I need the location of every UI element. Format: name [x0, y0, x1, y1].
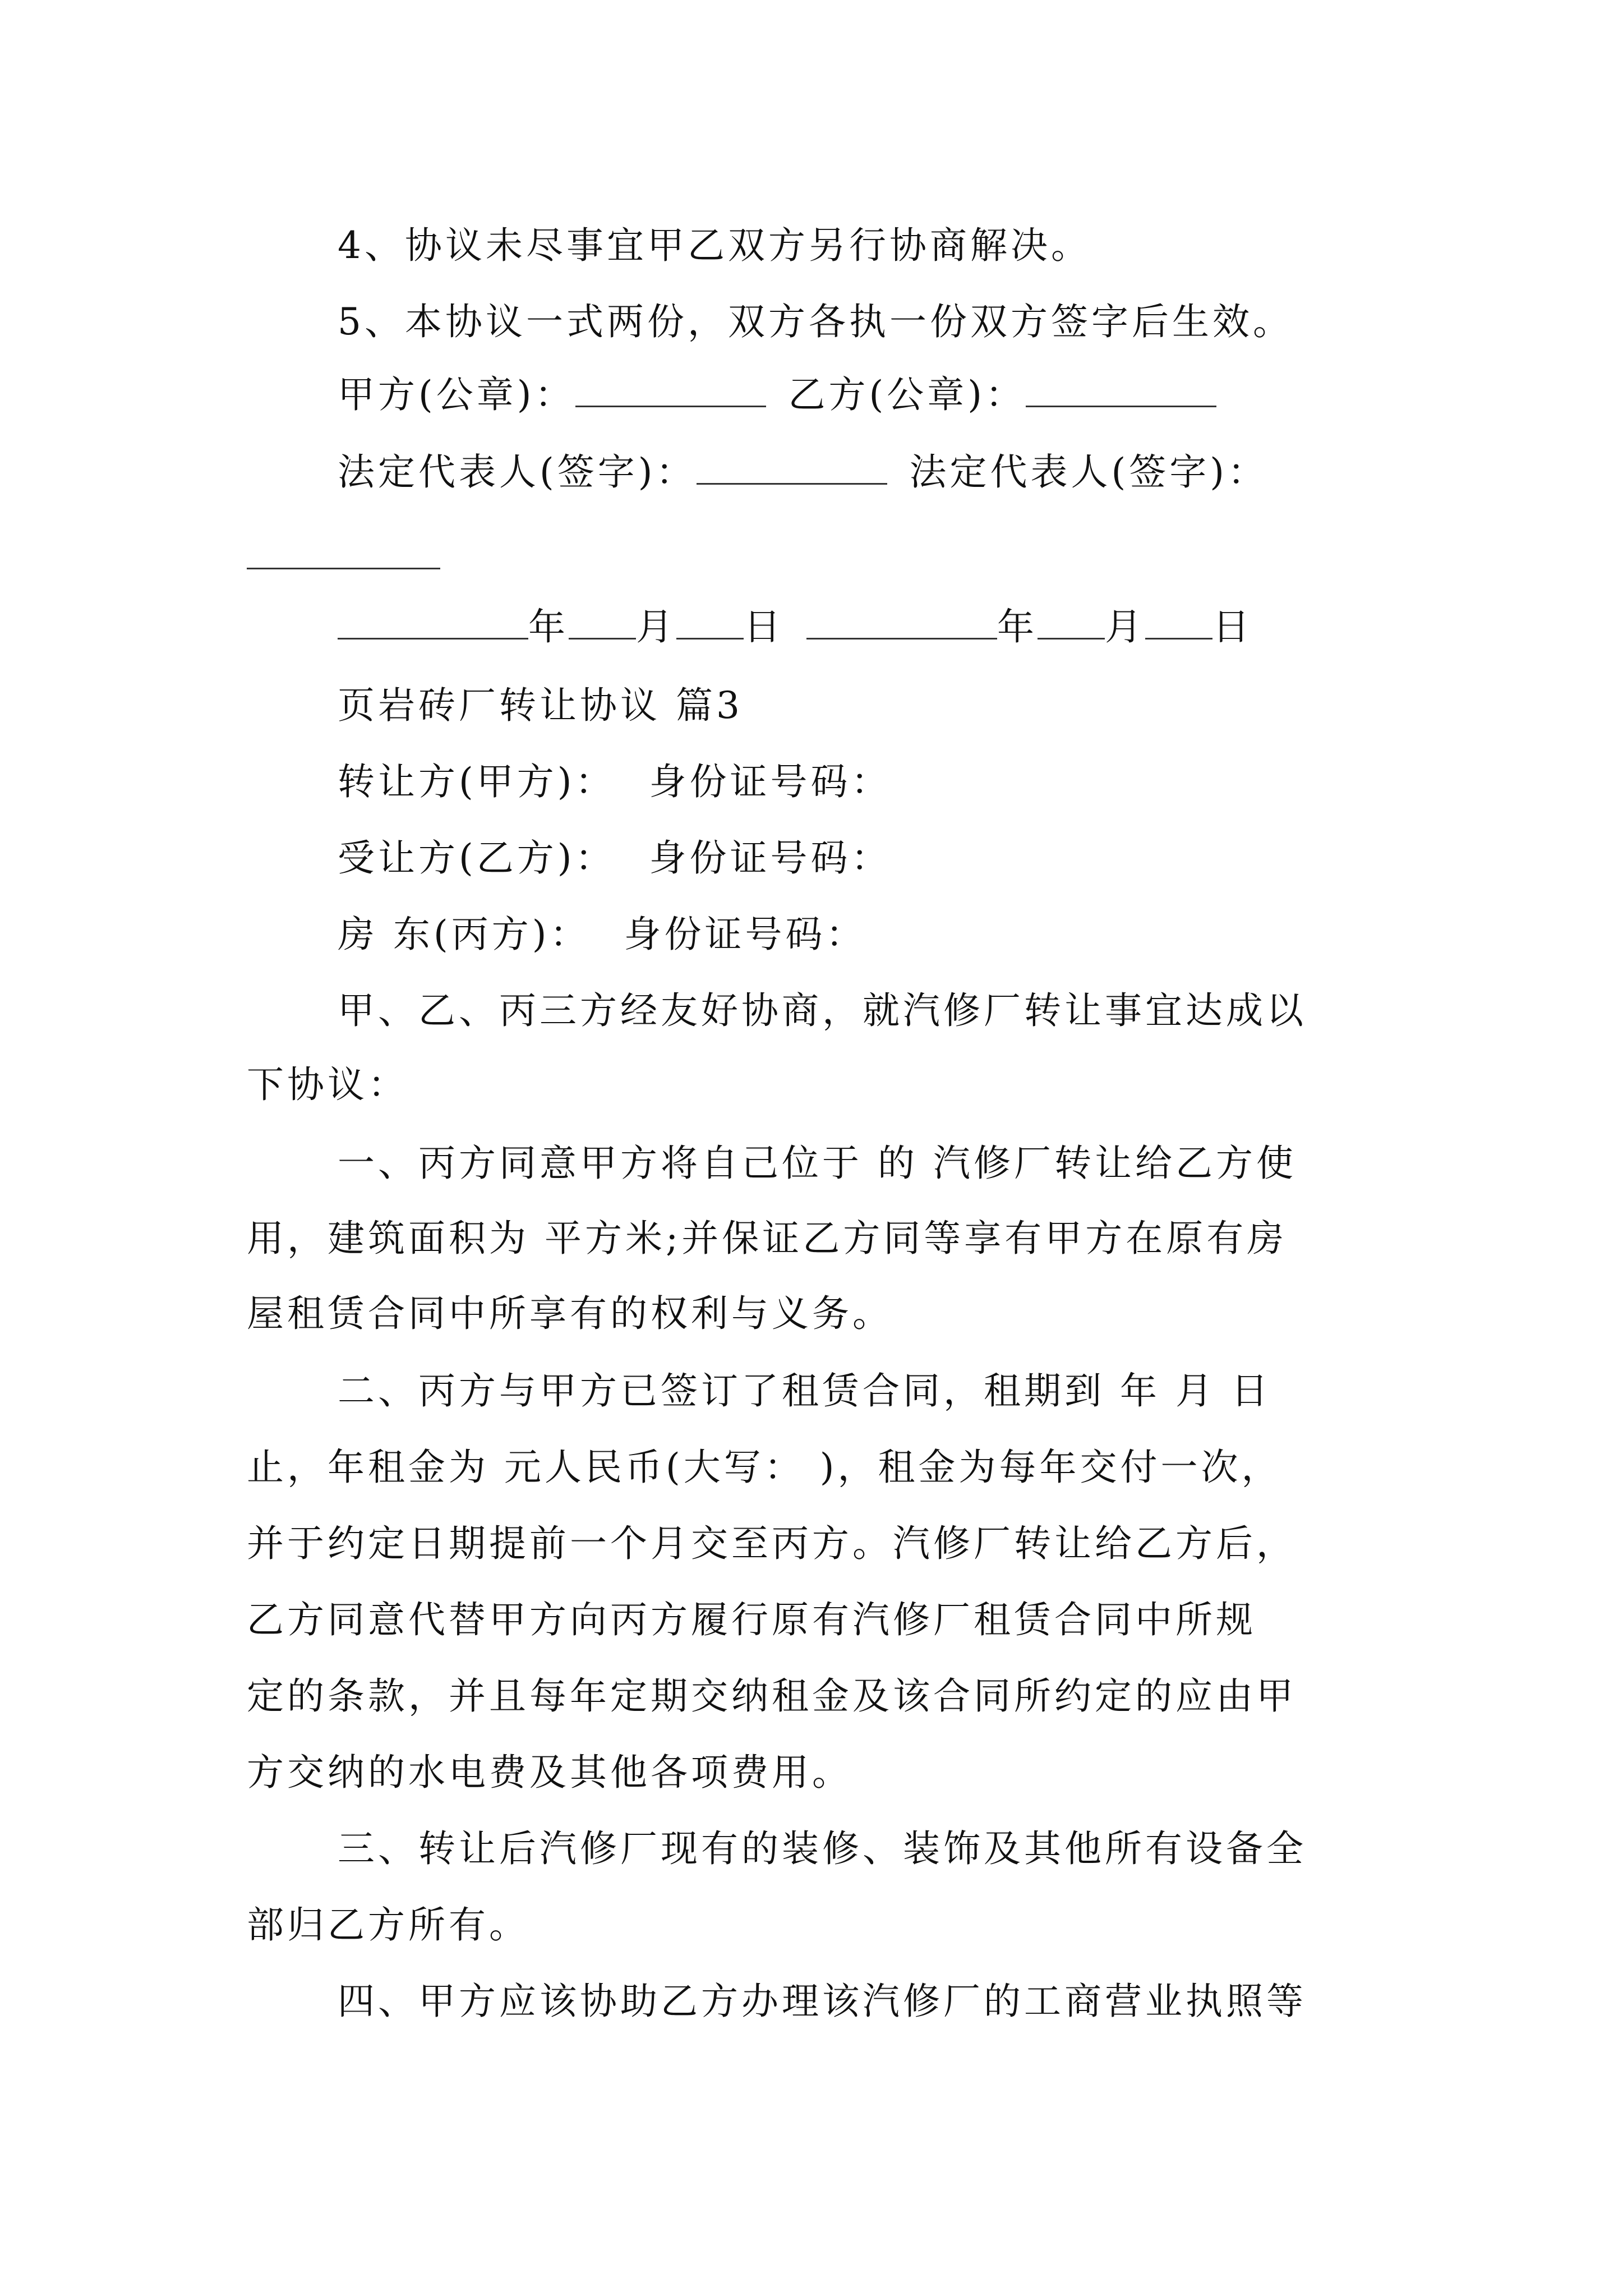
rep-a-label: 法定代表人(签字)：	[338, 450, 697, 494]
party-row-transferee	[338, 836, 892, 881]
para-1-line-1: 一、丙方同意甲方将自己位于 的 汽修厂转让给乙方使	[338, 1142, 1297, 1185]
party-id-label: 身份证号码：	[624, 913, 866, 956]
para-1-line-2: 用，建筑面积为 平方米;并保证乙方同等享有甲方在原有房	[247, 1217, 1288, 1260]
date-b-month: 月	[1105, 605, 1145, 648]
date-a-month-blank	[569, 634, 636, 639]
date-b-year: 年	[997, 605, 1038, 648]
para-2-line-1: 二、丙方与甲方已签订了租赁合同，租期到 年 月 日	[338, 1369, 1271, 1412]
para-2-line-4: 乙方同意代替甲方向丙方履行原有汽修厂租赁合同中所规	[247, 1598, 1256, 1641]
para-2-line-5: 定的条款，并且每年定期交纳租金及该合同所约定的应由甲	[247, 1674, 1297, 1718]
party-a-seal-blank	[575, 402, 766, 407]
intro-line-1: 甲、乙、丙三方经友好协商，就汽修厂转让事宜达成以	[338, 989, 1307, 1032]
para-2-line-2: 止，年租金为 元人民币(大写： )，租金为每年交付一次，	[247, 1446, 1282, 1489]
date-b-year-blank	[806, 634, 997, 639]
date-b-day-blank	[1145, 634, 1212, 639]
party-b-seal-blank	[1026, 402, 1216, 407]
party-row-landlord	[338, 912, 866, 957]
para-2-line-3: 并于约定日期提前一个月交至丙方。汽修厂转让给乙方后，	[247, 1522, 1297, 1565]
date-a-year: 年	[528, 605, 569, 648]
party-role: 受让方(乙方)：	[338, 836, 616, 880]
date-a-day: 日	[744, 605, 784, 648]
rep-a-blank	[697, 480, 887, 485]
para-2-line-6: 方交纳的水电费及其他各项费用。	[247, 1751, 852, 1794]
clause-5: 5、本协议一式两份，双方各执一份双方签字后生效。	[338, 300, 1293, 343]
para-3-line-2: 部归乙方所有。	[247, 1903, 529, 1947]
intro-line-2: 下协议：	[247, 1063, 408, 1106]
clause-4: 4、协议未尽事宜甲乙双方另行协商解决。	[338, 224, 1091, 267]
para-4-line-1: 四、甲方应该协助乙方办理该汽修厂的工商营业执照等	[338, 1980, 1307, 2023]
party-b-seal-label: 乙方(公章)：	[788, 373, 1026, 416]
seal-line	[338, 372, 1216, 417]
para-3-line-1: 三、转让后汽修厂现有的装修、装饰及其他所有设备全	[338, 1827, 1307, 1870]
section-title: 页岩砖厂转让协议 篇3	[338, 684, 743, 727]
date-b-day: 日	[1212, 605, 1253, 648]
date-a-year-blank	[338, 634, 528, 639]
date-a-month: 月	[636, 605, 676, 648]
party-id-label: 身份证号码：	[649, 836, 892, 880]
para-1-line-3: 屋租赁合同中所享有的权利与义务。	[247, 1292, 893, 1335]
party-row-transferor	[338, 760, 892, 804]
date-a-day-blank	[676, 634, 744, 639]
rep-b-blank	[247, 568, 440, 569]
party-a-seal-label: 甲方(公章)：	[338, 373, 575, 416]
date-b-month-blank	[1038, 634, 1105, 639]
representative-line	[338, 450, 1268, 495]
rep-b-label: 法定代表人(签字)：	[909, 450, 1268, 494]
party-id-label: 身份证号码：	[649, 760, 892, 803]
date-line	[338, 605, 1253, 650]
party-role: 房 东(丙方)：	[338, 913, 591, 956]
party-role: 转让方(甲方)：	[338, 760, 616, 803]
